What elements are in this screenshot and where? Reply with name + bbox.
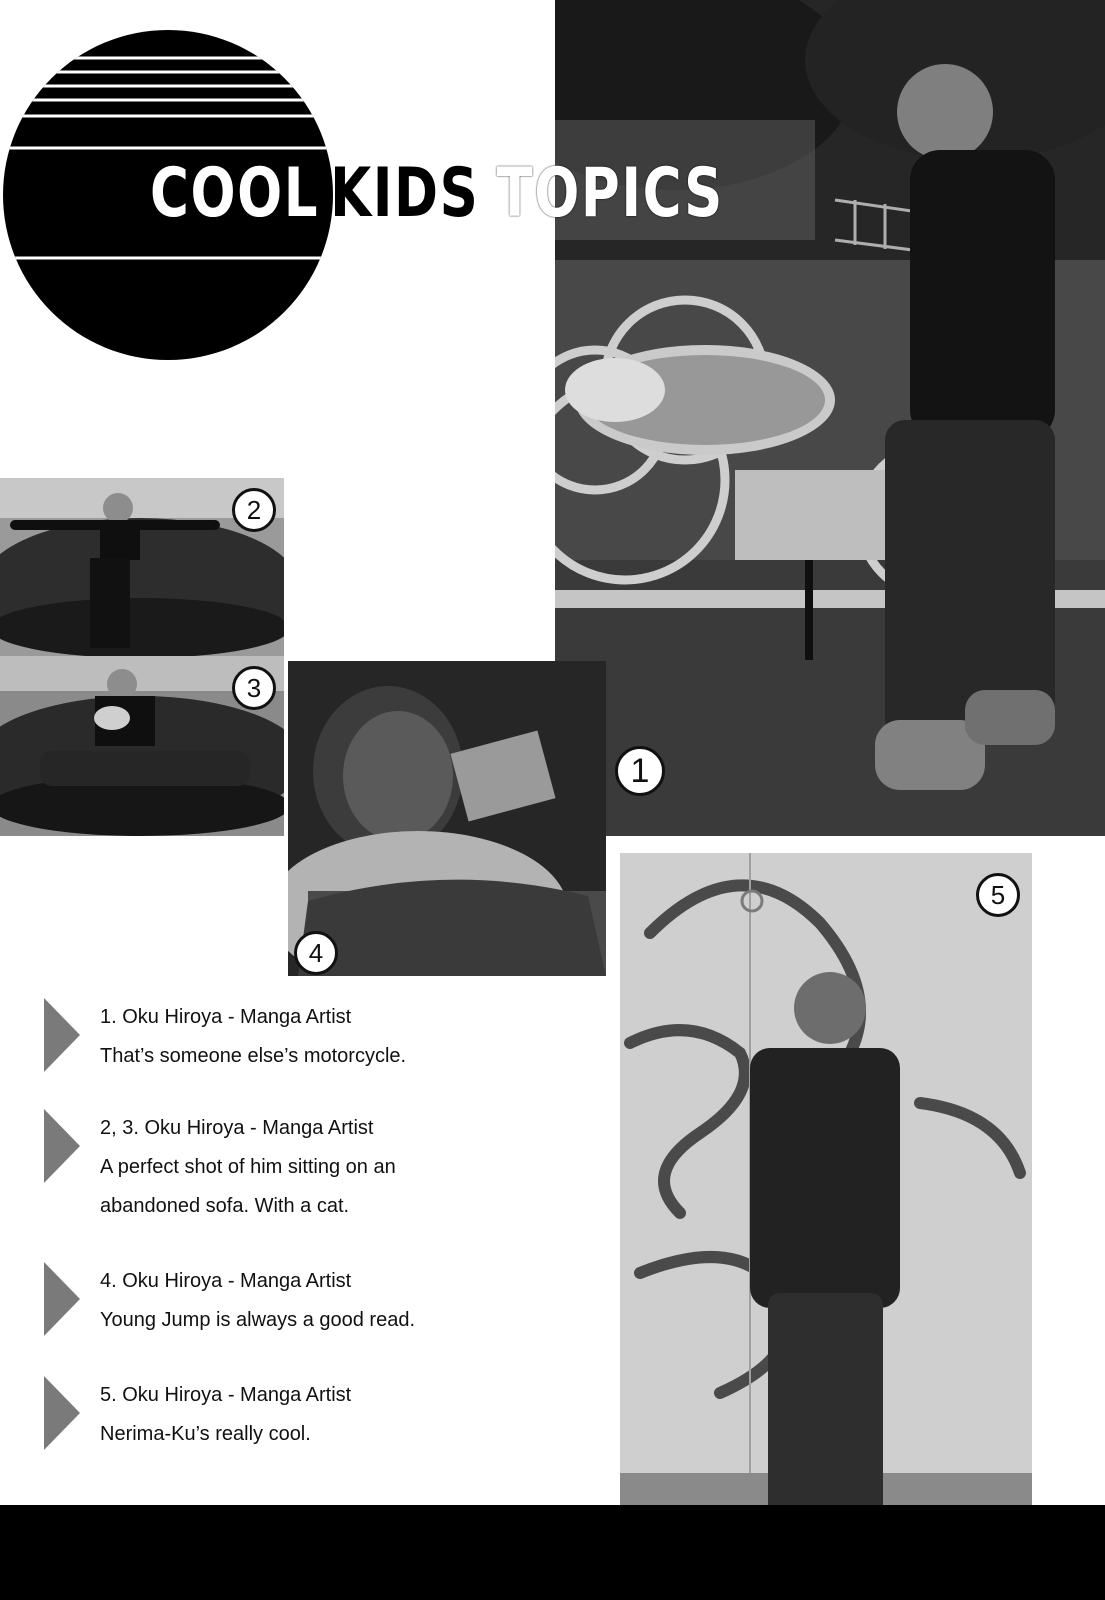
page-title bbox=[150, 154, 724, 233]
caption-4-line-2: Nerima-Ku’s really cool. bbox=[100, 1423, 311, 1445]
photo-5 bbox=[620, 853, 1032, 1600]
photo-2 bbox=[0, 478, 284, 656]
photo-number-badge: 1 bbox=[615, 746, 665, 796]
photo-number-badge: 3 bbox=[232, 666, 276, 710]
photo-3 bbox=[0, 656, 284, 836]
caption-2-line-2: A perfect shot of him sitting on an bbox=[100, 1156, 396, 1178]
photo-number-badge: 4 bbox=[294, 931, 338, 975]
title-word-cool: COOL bbox=[150, 154, 320, 233]
caption-1-line-2: That’s someone else’s motorcycle. bbox=[100, 1045, 407, 1067]
title-word-topics: TOPICS bbox=[496, 154, 724, 233]
arrow-bullet-icon bbox=[44, 1262, 80, 1336]
reading-magazine-photo bbox=[288, 661, 606, 976]
arrow-bullet-icon bbox=[44, 1376, 80, 1450]
photo-number-badge: 5 bbox=[976, 873, 1020, 917]
caption-4 bbox=[44, 1376, 564, 1454]
caption-3-line-2: Young Jump is always a good read. bbox=[100, 1309, 416, 1331]
arrow-bullet-icon bbox=[44, 1109, 80, 1183]
title-word-kids: KIDS bbox=[330, 154, 480, 233]
caption-4-line-1: 5. Oku Hiroya - Manga Artist bbox=[100, 1384, 352, 1406]
photo-4 bbox=[288, 661, 606, 976]
motorcycle-portrait-photo bbox=[555, 0, 1105, 836]
caption-2-line-1: 2, 3. Oku Hiroya - Manga Artist bbox=[100, 1117, 374, 1139]
caption-1 bbox=[44, 998, 564, 1076]
graffiti-wall-portrait-photo bbox=[620, 853, 1032, 1600]
photo-number-badge: 2 bbox=[232, 488, 276, 532]
caption-2 bbox=[44, 1109, 564, 1226]
caption-2-line-3: abandoned sofa. With a cat. bbox=[100, 1195, 350, 1217]
caption-3 bbox=[44, 1262, 564, 1340]
caption-3-line-1: 4. Oku Hiroya - Manga Artist bbox=[100, 1270, 352, 1292]
bottom-black-bar bbox=[0, 1505, 1105, 1600]
photo-1 bbox=[555, 0, 1105, 836]
caption-1-line-1: 1. Oku Hiroya - Manga Artist bbox=[100, 1006, 352, 1028]
arrow-bullet-icon bbox=[44, 998, 80, 1072]
